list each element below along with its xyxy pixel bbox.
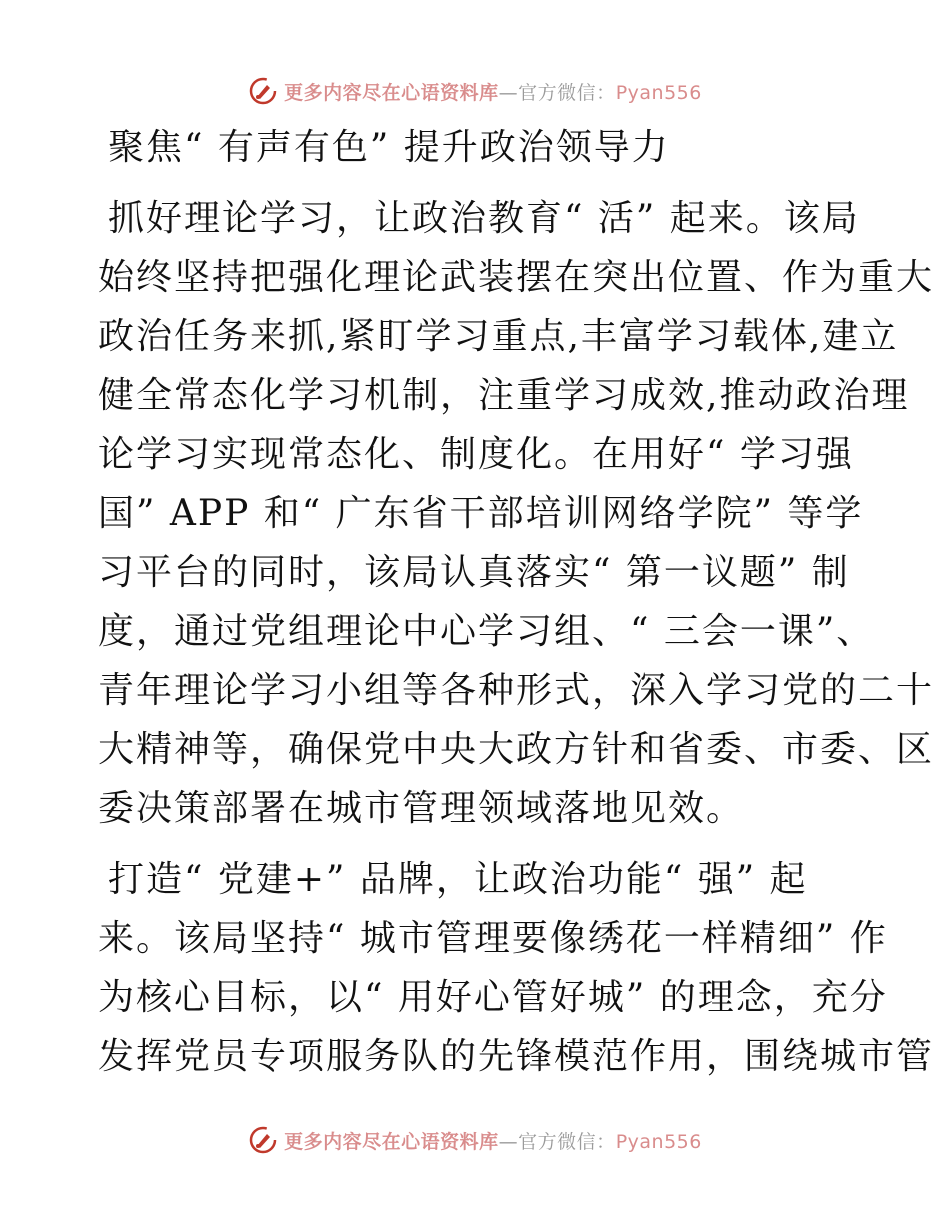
paragraph-2-line-1: 打造“ 党建+” 品牌，让政治功能“ 强” 起: [108, 859, 808, 900]
paragraph-1-line-7: 习平台的同时，该局认真落实“ 第一议题” 制: [98, 552, 850, 593]
paragraph-1-line-10: 大精神等，确保党中央大政方针和省委、市委、区: [98, 729, 935, 770]
paragraph-1-line-1: 抓好理论学习，让政治教育“ 活” 起来。该局: [108, 198, 860, 239]
paragraph-1-line-6: 国” APP 和“ 广东省干部培训网络学院” 等学: [98, 493, 864, 534]
watermark-text: [284, 1127, 702, 1154]
paragraph-1-line-4: 健全常态化学习机制，注重学习成效,推动政治理: [98, 375, 910, 416]
watermark-part1: 更多内容尽在心语资料库: [284, 1130, 499, 1153]
paragraph-1-line-5: 论学习实现常态化、制度化。在用好“ 学习强: [98, 434, 854, 475]
paragraph-1-line-11: 委决策部署在城市管理领域落地见效。: [98, 788, 745, 829]
watermark-part2: —官方微信：: [498, 1130, 616, 1153]
paragraph-2-line-3: 为核心目标，以“ 用好心管好城” 的理念，充分: [98, 977, 888, 1018]
watermark-text: [284, 78, 702, 105]
watermark-part1: 更多内容尽在心语资料库: [284, 81, 499, 104]
pen-logo-icon: [248, 76, 278, 106]
paragraph-1-line-9: 青年理论学习小组等各种形式，深入学习党的二十: [98, 670, 935, 711]
watermark-top: [0, 71, 950, 111]
paragraph-2-line-4: 发挥党员专项服务队的先锋模范作用，围绕城市管: [98, 1036, 935, 1077]
watermark-bottom: [0, 1120, 950, 1160]
paragraph-2-line-2: 来。该局坚持“ 城市管理要像绣花一样精细” 作: [98, 918, 888, 959]
watermark-part3: Pyan556: [615, 1130, 702, 1153]
watermark-part2: —官方微信：: [498, 81, 616, 104]
heading: 聚焦“ 有声有色” 提升政治领导力: [108, 127, 670, 168]
paragraph-1-line-2: 始终坚持把强化理论武装摆在突出位置、作为重大: [98, 257, 935, 298]
pen-logo-icon: [248, 1125, 278, 1155]
paragraph-1-line-3: 政治任务来抓,紧盯学习重点,丰富学习载体,建立: [98, 316, 899, 357]
watermark-part3: Pyan556: [615, 81, 702, 104]
paragraph-1-line-8: 度，通过党组理论中心学习组、“ 三会一课”、: [98, 611, 875, 652]
